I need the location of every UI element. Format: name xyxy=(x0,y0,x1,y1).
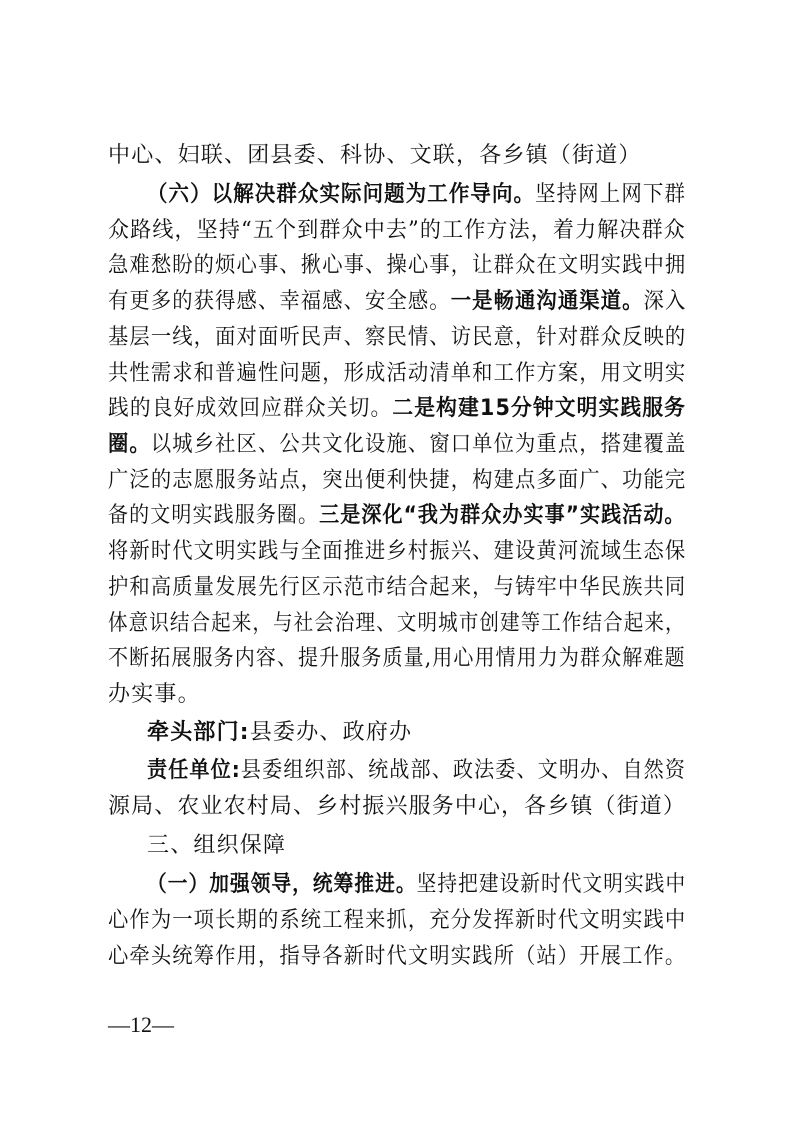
responsible-units-value: 县委组织部、统战部、政法委、文明办、自然资 xyxy=(240,758,687,783)
text-run: 急难愁盼的烦心事、揪心事、操心事，让群众在文明实践中拥 xyxy=(108,253,687,278)
text-run: 深入 xyxy=(643,289,687,314)
text-run: 广泛的志愿服务站点，突出便利快捷，构建点多面广、功能完 xyxy=(108,468,687,493)
text-run: 践的良好成效回应群众关切。 xyxy=(108,396,393,421)
text-run: 共性需求和普遍性问题，形成活动清单和工作方案，用文明实 xyxy=(108,361,687,386)
text-run: 众路线，坚持“五个到群众中去”的工作方法，着力解决群众 xyxy=(108,218,686,243)
paragraph-line xyxy=(108,396,686,422)
section-heading-text: 三、组织保障 xyxy=(147,833,287,858)
bold-run: 二是构建15分钟文明实践服务 xyxy=(392,396,687,421)
text-run: 办实事。 xyxy=(108,682,201,707)
text-run: 体意识结合起来，与社会治理、文明城市创建等工作结合起来， xyxy=(108,611,686,636)
text-run: 不断拓展服务内容、提升服务质量,用心用情用力为群众解难题 xyxy=(108,646,686,671)
lead-department-label: 牵头部门: xyxy=(147,720,250,745)
text-run: 以城乡社区、公共文化设施、窗口单位为重点，搭建覆盖 xyxy=(150,432,687,457)
lead-department-value: 县委办、政府办 xyxy=(249,720,413,745)
text-run: 中心、妇联、团县委、科协、文联，各乡镇（街道） xyxy=(108,143,642,168)
lead-department-line xyxy=(147,720,412,746)
text-run: 源局、农业农村局、乡村振兴服务中心，各乡镇（街道） xyxy=(108,794,687,819)
bold-heading-run: （六）以解决群众实际问题为工作导向。 xyxy=(147,182,536,207)
paragraph-line xyxy=(147,182,686,208)
responsible-units-line xyxy=(147,758,686,784)
paragraph-line xyxy=(108,361,686,387)
text-run: 护和高质量发展先行区示范市结合起来，与铸牢中华民族共同 xyxy=(108,575,687,600)
paragraph-line xyxy=(108,611,686,637)
section-heading xyxy=(147,833,286,859)
responsible-units-label: 责任单位: xyxy=(147,758,241,783)
paragraph-line xyxy=(108,682,201,708)
text-run: 备的文明实践服务圈。 xyxy=(108,503,320,528)
paragraph-line xyxy=(108,575,686,601)
paragraph-line xyxy=(108,432,686,458)
paragraph-line xyxy=(108,908,686,934)
text-run: 心牵头统筹作用，指导各新时代文明实践所（站）开展工作。 xyxy=(108,944,687,969)
paragraph-line xyxy=(108,143,642,169)
text-run: 坚持网上网下群 xyxy=(535,182,687,207)
paragraph-line xyxy=(108,218,686,244)
paragraph-line xyxy=(147,872,686,898)
paragraph-line xyxy=(108,468,686,494)
page-number: —12— xyxy=(108,1012,174,1037)
paragraph-line xyxy=(108,253,686,279)
paragraph-line xyxy=(108,646,686,672)
bold-run: 三是深化“我为群众办实事”实践活动。 xyxy=(319,503,686,528)
paragraph-line xyxy=(108,503,686,529)
paragraph-line xyxy=(108,539,686,565)
paragraph-line xyxy=(108,325,686,351)
paragraph-line xyxy=(108,794,686,820)
bold-heading-run: （一）加强领导，统筹推进。 xyxy=(147,872,417,897)
paragraph-line xyxy=(108,944,686,970)
bold-run: 一是畅通沟通渠道。 xyxy=(450,289,644,314)
text-run: 将新时代文明实践与全面推进乡村振兴、建设黄河流域生态保 xyxy=(108,539,687,564)
paragraph-line xyxy=(108,289,686,315)
bold-run: 圈。 xyxy=(108,432,151,457)
text-run: 坚持把建设新时代文明实践中 xyxy=(416,872,687,897)
text-run: 基层一线，面对面听民声、察民情、访民意，针对群众反映的 xyxy=(108,325,687,350)
text-run: 心作为一项长期的系统工程来抓，充分发挥新时代文明实践中 xyxy=(108,908,687,933)
text-run: 有更多的获得感、幸福感、安全感。 xyxy=(108,289,451,314)
